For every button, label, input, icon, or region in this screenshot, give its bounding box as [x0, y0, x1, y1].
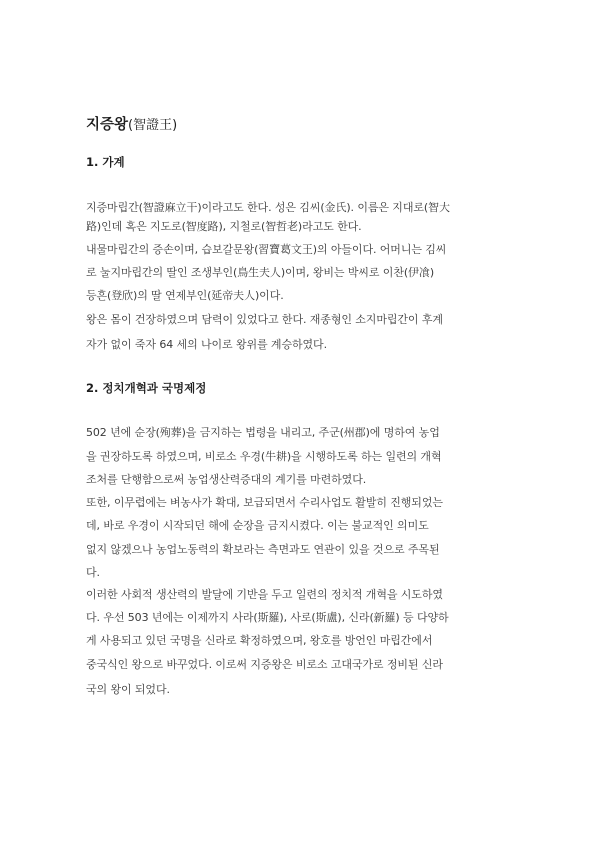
paragraph-line: 없지 않겠으나 농업노동력의 확보라는 측면과도 연관이 있을 것으로 주목된	[86, 543, 440, 556]
paragraph-line: 로 눌지마립간의 딸인 조생부인(鳥生夫人)이며, 왕비는 박씨로 이찬(伊飡)	[86, 266, 435, 279]
paragraph-line: 왕은 몸이 건장하였으며 담력이 있었다고 한다. 재종형인 소지마립간이 후계	[86, 313, 443, 326]
paragraph-line: 502 년에 순장(殉葬)을 금지하는 법령을 내리고, 주군(州郡)에 명하여 농업	[86, 426, 440, 439]
section-heading-politics: 2. 정치개혁과 국명제정	[86, 381, 207, 395]
title-hangul: 지증왕	[86, 117, 129, 133]
page-title	[86, 113, 177, 134]
paragraph-line: 이러한 사회적 생산력의 발달에 기반을 두고 일련의 정치적 개혁을 시도하였	[86, 588, 443, 601]
paragraph-line: 다. 우선 503 년에는 이제까지 사라(斯羅), 사로(斯盧), 신라(新羅) 등 다양하	[86, 611, 449, 624]
paragraph-line: 게 사용되고 있던 국명을 신라로 확정하였으며, 왕호를 방언인 마립간에서	[86, 634, 433, 647]
paragraph-line: 국의 왕이 되었다.	[86, 683, 170, 696]
paragraph-line: 지증마립간(智證麻立干)이라고도 한다. 성은 김씨(金氏). 이름은 지대로(智大	[86, 201, 450, 214]
paragraph-line: 자가 없이 죽자 64 세의 나이로 왕위를 계승하였다.	[86, 338, 327, 351]
paragraph-line: 등흔(登欣)의 딸 연제부인(延帝夫人)이다.	[86, 289, 284, 302]
paragraph-line: 路)인데 혹은 지도로(智度路), 지철로(智哲老)라고도 한다.	[86, 220, 362, 233]
paragraph-line: 조처를 단행함으로써 농업생산력증대의 계기를 마련하였다.	[86, 473, 367, 486]
paragraph-line: 중국식인 왕으로 바꾸었다. 이로써 지증왕은 비로소 고대국가로 정비된 신라	[86, 658, 443, 671]
title-hanja: (智證王)	[128, 118, 178, 133]
paragraph-line: 데, 바로 우경이 시작되던 해에 순장을 금지시켰다. 이는 불교적인 의미도	[86, 519, 429, 532]
paragraph-line: 또한, 이무렵에는 벼농사가 확대, 보급되면서 수리사업도 활발히 진행되었는	[86, 496, 443, 509]
paragraph-line: 내물마립간의 증손이며, 습보갈문왕(習寶葛文王)의 아들이다. 어머니는 김씨	[86, 243, 447, 256]
section-heading-family: 1. 가계	[86, 155, 125, 169]
paragraph-line: 을 권장하도록 하였으며, 비로소 우경(牛耕)을 시행하도록 하는 일련의 개혁	[86, 450, 442, 463]
paragraph-line: 다.	[86, 566, 100, 579]
